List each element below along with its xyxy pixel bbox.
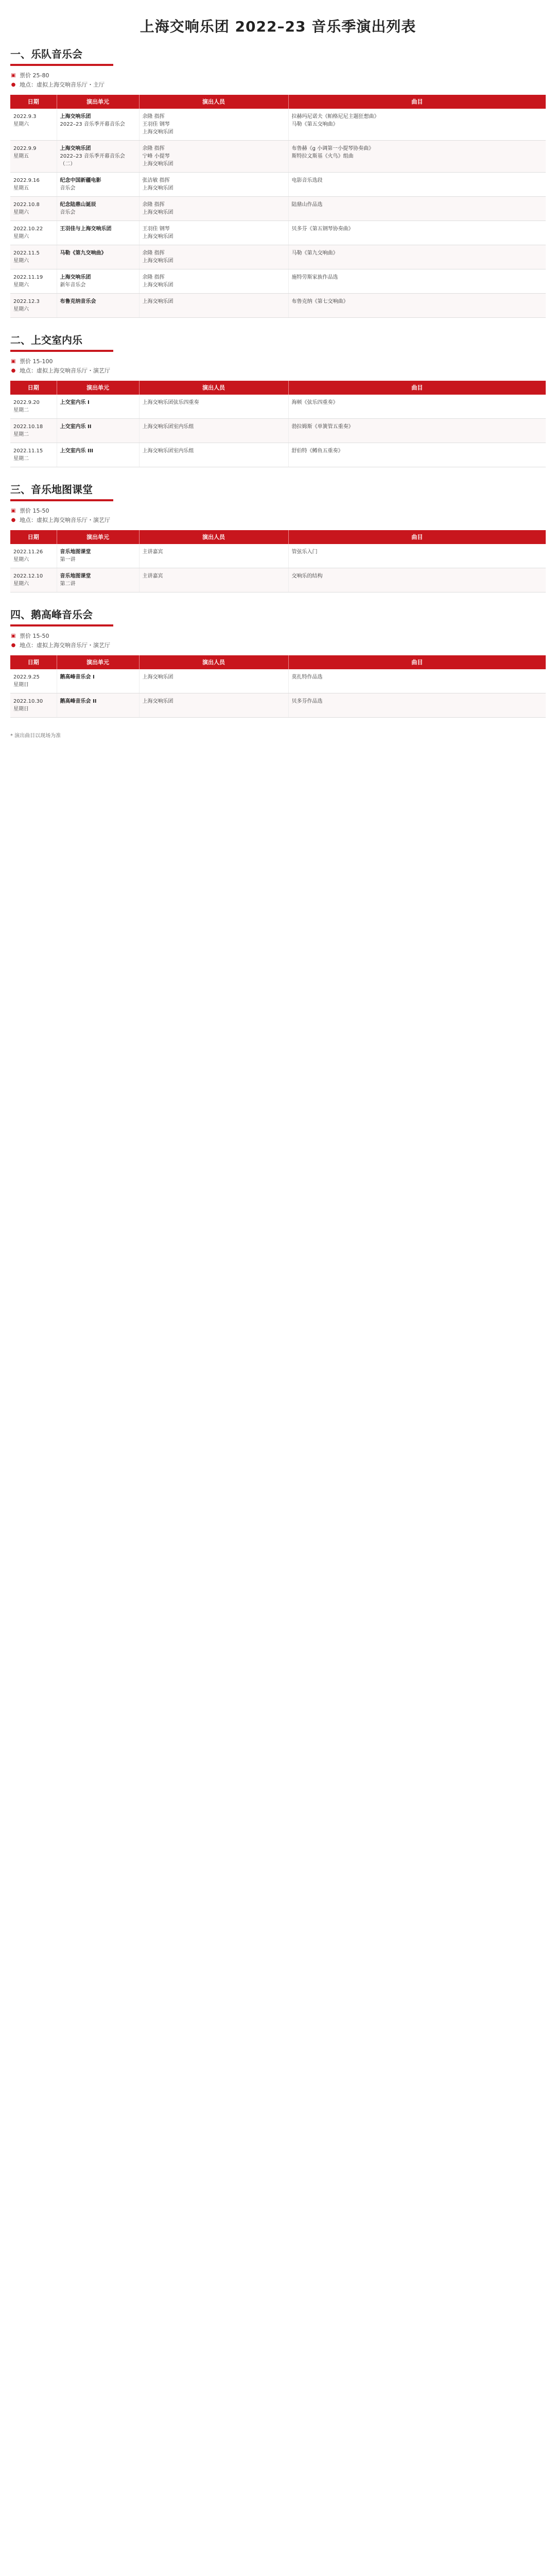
cell-repertoire: [288, 693, 546, 718]
cell-unit: [57, 544, 139, 568]
cell-performers-line: 上海交响乐团: [142, 185, 173, 191]
cell-date: [10, 693, 57, 718]
table-row: [10, 269, 546, 294]
table-row: [10, 419, 546, 443]
ticket-icon: ▣: [11, 359, 16, 364]
ticket-icon: ▣: [11, 633, 16, 639]
cell-unit-line: 2022–23 音乐季开幕音乐会: [60, 122, 125, 127]
cell-performers-line: 张洁敏 指挥: [142, 178, 170, 183]
header-repertoire: 曲目: [288, 95, 546, 109]
cell-unit-line: 布鲁克纳音乐会: [60, 299, 96, 304]
program-table: [10, 95, 546, 318]
cell-repertoire-line: 马勒《第五交响曲》: [291, 122, 338, 127]
table-row: [10, 443, 546, 467]
cell-repertoire: [288, 109, 546, 141]
cell-date-line: 2022.11.26: [13, 549, 43, 555]
ticket-icon: ▣: [11, 73, 16, 78]
cell-repertoire: [288, 245, 546, 269]
section-accent-bar: [10, 624, 113, 626]
cell-performers: [139, 443, 288, 467]
cell-date-line: 2022.10.30: [13, 699, 43, 704]
page: [0, 0, 556, 759]
cell-performers-line: 上海交响乐团弦乐四重奏: [142, 400, 199, 405]
program-table: [10, 381, 546, 467]
header-date: 日期: [10, 530, 57, 544]
table-header-row: [10, 381, 546, 395]
cell-repertoire: [288, 669, 546, 693]
cell-performers: [139, 693, 288, 718]
program-section: [10, 608, 546, 718]
cell-unit: [57, 221, 139, 245]
cell-performers-line: 上海交响乐团: [142, 299, 173, 304]
cell-date-line: 星期六: [13, 581, 29, 587]
cell-repertoire-line: 布鲁克纳《第七交响曲》: [291, 299, 349, 304]
cell-repertoire: [288, 141, 546, 173]
cell-performers-line: 上海交响乐团: [142, 282, 173, 288]
cell-repertoire: [288, 221, 546, 245]
cell-unit-line: 2022–23 音乐季开幕音乐会（二）: [60, 154, 125, 167]
cell-unit-line: 鹅高峰音乐会 I: [60, 674, 95, 680]
cell-date: [10, 109, 57, 141]
cell-performers-line: 主讲嘉宾: [142, 549, 163, 555]
header-unit: 演出单元: [57, 655, 139, 669]
program-table: [10, 655, 546, 718]
section-meta: [10, 506, 546, 525]
meta-price: [10, 632, 546, 641]
cell-performers: [139, 221, 288, 245]
cell-performers: [139, 109, 288, 141]
cell-unit: [57, 109, 139, 141]
table-row: [10, 669, 546, 693]
program-section: [10, 47, 546, 318]
cell-performers-line: 余隆 指挥: [142, 146, 165, 151]
cell-performers-line: 余隆 指挥: [142, 275, 165, 280]
cell-unit-line: 鹅高峰音乐会 II: [60, 699, 97, 704]
cell-performers-line: 上海交响乐团: [142, 234, 173, 240]
cell-date: [10, 294, 57, 318]
cell-unit-line: 上交室内乐 I: [60, 400, 90, 405]
cell-repertoire: [288, 173, 546, 197]
cell-repertoire-line: 贝多芬作品选: [291, 699, 323, 704]
cell-unit-line: 上海交响乐团: [60, 114, 91, 120]
section-accent-bar: [10, 499, 113, 501]
cell-unit: [57, 141, 139, 173]
header-unit: 演出单元: [57, 530, 139, 544]
cell-unit: [57, 245, 139, 269]
cell-date-line: 2022.9.20: [13, 400, 40, 405]
cell-date-line: 星期日: [13, 706, 29, 712]
cell-date-line: 星期二: [13, 408, 29, 413]
cell-repertoire-line: 拉赫玛尼诺夫《帕格尼尼主题狂想曲》: [291, 114, 379, 120]
meta-venue-text: 地点：虚拟上海交响音乐厅・演艺厅: [20, 642, 110, 649]
header-repertoire: 曲目: [288, 381, 546, 395]
cell-performers-line: 余隆 指挥: [142, 114, 165, 120]
table-header-row: [10, 95, 546, 109]
cell-performers-line: 王羽佳 钢琴: [142, 122, 170, 127]
cell-date-line: 星期六: [13, 122, 29, 127]
cell-date: [10, 197, 57, 221]
cell-unit-line: 纪念中国新疆电影: [60, 178, 101, 183]
table-row: [10, 395, 546, 419]
cell-unit-line: 上海交响乐团: [60, 275, 91, 280]
cell-date-line: 2022.9.16: [13, 178, 40, 183]
cell-repertoire-line: 马勒《第九交响曲》: [291, 250, 338, 256]
cell-repertoire: [288, 443, 546, 467]
cell-performers: [139, 269, 288, 294]
cell-repertoire-line: 布鲁赫《g 小调第一小提琴协奏曲》: [291, 146, 374, 151]
cell-repertoire-line: 勃拉姆斯《单簧管五重奏》: [291, 424, 354, 430]
meta-price-text: 票价 15-50: [20, 507, 49, 514]
cell-unit: [57, 568, 139, 592]
cell-date-line: 星期六: [13, 557, 29, 563]
cell-repertoire-line: 交响乐的结构: [291, 573, 323, 579]
cell-date: [10, 173, 57, 197]
table-row: [10, 693, 546, 718]
cell-performers: [139, 419, 288, 443]
cell-date-line: 星期六: [13, 234, 29, 240]
cell-unit: [57, 395, 139, 419]
cell-performers: [139, 395, 288, 419]
cell-performers-line: 上海交响乐团: [142, 258, 173, 264]
cell-performers-line: 上海交响乐团室内乐组: [142, 448, 194, 454]
cell-repertoire-line: 莫扎特作品选: [291, 674, 323, 680]
cell-performers-line: 上海交响乐团室内乐组: [142, 424, 194, 430]
cell-repertoire-line: 施特劳斯家族作品选: [291, 275, 338, 280]
cell-performers: [139, 141, 288, 173]
header-date: 日期: [10, 381, 57, 395]
cell-unit-line: 第二讲: [60, 581, 76, 587]
header-performers: 演出人员: [139, 95, 288, 109]
cell-unit: [57, 197, 139, 221]
cell-date-line: 星期五: [13, 185, 29, 191]
cell-unit-line: 第一讲: [60, 557, 76, 563]
meta-venue-text: 地点：虚拟上海交响音乐厅・主厅: [20, 81, 105, 88]
header-unit: 演出单元: [57, 381, 139, 395]
cell-unit-line: 音乐地图课堂: [60, 573, 91, 579]
cell-performers: [139, 669, 288, 693]
cell-performers-line: 王羽佳 钢琴: [142, 226, 170, 232]
table-row: [10, 173, 546, 197]
table-row: [10, 245, 546, 269]
cell-repertoire-line: 舒伯特《鳟鱼五重奏》: [291, 448, 343, 454]
cell-repertoire: [288, 269, 546, 294]
cell-unit-line: 新年音乐会: [60, 282, 86, 288]
cell-performers: [139, 568, 288, 592]
program-table: [10, 530, 546, 592]
section-title: 三、音乐地图课堂: [10, 483, 93, 496]
table-row: [10, 221, 546, 245]
cell-performers: [139, 197, 288, 221]
meta-venue-text: 地点：虚拟上海交响音乐厅・演艺厅: [20, 367, 110, 374]
cell-repertoire-line: 海顿《弦乐四重奏》: [291, 400, 338, 405]
meta-price: [10, 71, 546, 80]
cell-date: [10, 544, 57, 568]
sections-container: [10, 47, 546, 718]
meta-venue: [10, 641, 546, 650]
table-row: [10, 109, 546, 141]
cell-performers-line: 主讲嘉宾: [142, 573, 163, 579]
cell-unit: [57, 173, 139, 197]
table-row: [10, 294, 546, 318]
location-pin-icon: ●: [11, 82, 16, 88]
table-row: [10, 568, 546, 592]
cell-date-line: 星期六: [13, 210, 29, 215]
cell-date-line: 星期日: [13, 682, 29, 688]
cell-performers-line: 上海交响乐团: [142, 674, 173, 680]
cell-unit: [57, 693, 139, 718]
table-row: [10, 141, 546, 173]
cell-repertoire-line: 斯特拉文斯基《火鸟》组曲: [291, 154, 354, 159]
meta-venue: [10, 80, 546, 90]
cell-date-line: 星期五: [13, 154, 29, 159]
cell-date-line: 2022.9.3: [13, 114, 37, 120]
cell-unit-line: 音乐会: [60, 210, 76, 215]
cell-date: [10, 568, 57, 592]
section-title: 四、鹅高峰音乐会: [10, 608, 93, 621]
meta-price-text: 票价 25-80: [20, 72, 49, 79]
ticket-icon: ▣: [11, 508, 16, 514]
cell-repertoire: [288, 395, 546, 419]
header-date: 日期: [10, 95, 57, 109]
cell-date: [10, 395, 57, 419]
cell-repertoire: [288, 544, 546, 568]
page-title: 上海交响乐团 2022–23 音乐季演出列表: [140, 18, 416, 35]
cell-unit: [57, 669, 139, 693]
cell-date: [10, 221, 57, 245]
meta-venue-text: 地点：虚拟上海交响音乐厅・演艺厅: [20, 517, 110, 523]
cell-date-line: 2022.11.19: [13, 275, 43, 280]
cell-repertoire: [288, 568, 546, 592]
cell-unit-line: 音乐会: [60, 185, 76, 191]
cell-date-line: 星期二: [13, 456, 29, 462]
cell-unit-line: 音乐地图课堂: [60, 549, 91, 555]
header-unit: 演出单元: [57, 95, 139, 109]
header-date: 日期: [10, 655, 57, 669]
section-meta: [10, 632, 546, 650]
cell-date-line: 2022.9.25: [13, 674, 40, 680]
footnote: * 演出曲目以现场为准: [10, 733, 61, 739]
cell-performers-line: 宁峰 小提琴: [142, 154, 170, 159]
cell-unit-line: 上海交响乐团: [60, 146, 91, 151]
cell-performers-line: 上海交响乐团: [142, 129, 173, 135]
cell-performers-line: 上海交响乐团: [142, 699, 173, 704]
cell-repertoire-line: 贝多芬《第五钢琴协奏曲》: [291, 226, 354, 232]
cell-performers-line: 余隆 指挥: [142, 250, 165, 256]
section-title: 二、上交室内乐: [10, 334, 82, 346]
cell-unit: [57, 294, 139, 318]
section-meta: [10, 357, 546, 376]
cell-date-line: 星期六: [13, 282, 29, 288]
cell-repertoire: [288, 197, 546, 221]
cell-date: [10, 443, 57, 467]
cell-unit-line: 上交室内乐 II: [60, 424, 92, 430]
meta-price-text: 票价 15-50: [20, 633, 49, 639]
table-row: [10, 544, 546, 568]
header-repertoire: 曲目: [288, 530, 546, 544]
cell-date: [10, 141, 57, 173]
section-accent-bar: [10, 350, 113, 352]
meta-venue: [10, 516, 546, 525]
cell-date-line: 2022.11.15: [13, 448, 43, 454]
meta-price-text: 票价 15-100: [20, 358, 53, 365]
cell-unit: [57, 443, 139, 467]
cell-repertoire-line: 电影音乐选段: [291, 178, 323, 183]
cell-unit: [57, 419, 139, 443]
cell-performers-line: 上海交响乐团: [142, 210, 173, 215]
cell-performers: [139, 173, 288, 197]
cell-performers-line: 上海交响乐团: [142, 161, 173, 167]
cell-date-line: 2022.12.10: [13, 573, 43, 579]
cell-date: [10, 245, 57, 269]
location-pin-icon: ●: [11, 517, 16, 523]
cell-unit-line: 马勒《第九交响曲》: [60, 250, 107, 256]
section-title: 一、乐队音乐会: [10, 48, 82, 60]
meta-venue: [10, 366, 546, 376]
location-pin-icon: ●: [11, 642, 16, 648]
cell-unit-line: 纪念陆鼎山诞辰: [60, 202, 96, 208]
cell-performers: [139, 544, 288, 568]
cell-date-line: 2022.11.5: [13, 250, 40, 256]
cell-repertoire-line: 管弦乐入门: [291, 549, 318, 555]
meta-price: [10, 506, 546, 516]
section-meta: [10, 71, 546, 90]
cell-date-line: 2022.10.18: [13, 424, 43, 430]
table-row: [10, 197, 546, 221]
cell-date-line: 星期六: [13, 307, 29, 312]
cell-date-line: 2022.9.9: [13, 146, 37, 151]
cell-date-line: 2022.10.22: [13, 226, 43, 232]
header-performers: 演出人员: [139, 381, 288, 395]
header-repertoire: 曲目: [288, 655, 546, 669]
cell-date: [10, 669, 57, 693]
table-header-row: [10, 530, 546, 544]
cell-date-line: 2022.10.8: [13, 202, 40, 208]
cell-repertoire-line: 陆鼎山作品选: [291, 202, 323, 208]
section-accent-bar: [10, 64, 113, 66]
table-header-row: [10, 655, 546, 669]
header-performers: 演出人员: [139, 530, 288, 544]
cell-date-line: 星期六: [13, 258, 29, 264]
header-performers: 演出人员: [139, 655, 288, 669]
cell-date-line: 2022.12.3: [13, 299, 40, 304]
cell-performers: [139, 294, 288, 318]
location-pin-icon: ●: [11, 368, 16, 374]
cell-unit: [57, 269, 139, 294]
cell-repertoire: [288, 294, 546, 318]
program-section: [10, 333, 546, 467]
cell-date-line: 星期二: [13, 432, 29, 437]
cell-performers: [139, 245, 288, 269]
cell-date: [10, 419, 57, 443]
program-section: [10, 483, 546, 592]
cell-unit-line: 王羽佳与上海交响乐团: [60, 226, 112, 232]
cell-repertoire: [288, 419, 546, 443]
meta-price: [10, 357, 546, 366]
cell-date: [10, 269, 57, 294]
cell-unit-line: 上交室内乐 III: [60, 448, 94, 454]
cell-performers-line: 余隆 指挥: [142, 202, 165, 208]
